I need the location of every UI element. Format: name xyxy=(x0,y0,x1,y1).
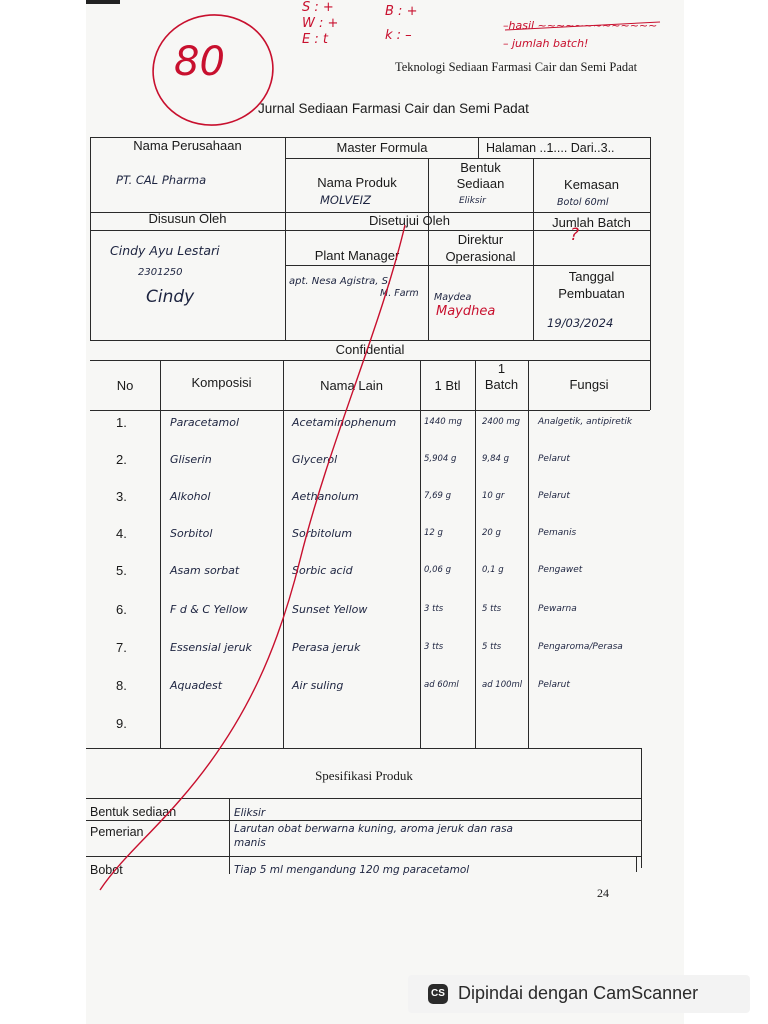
bentuk-label-1: Bentuk xyxy=(460,160,501,175)
spec-title: Spesifikasi Produk xyxy=(315,768,413,783)
composition-no-cell: 2. xyxy=(116,452,127,467)
master-formula-label: Master Formula xyxy=(336,140,428,155)
jumlah-batch-label: Jumlah Batch xyxy=(552,215,631,230)
composition-komposisi-cell: Asam sorbat xyxy=(170,564,240,577)
tanggal-label-2: Pembuatan xyxy=(558,286,625,301)
composition-no-cell: 5. xyxy=(116,563,127,578)
composition-komposisi-cell: Essensial jeruk xyxy=(170,641,252,654)
composition-komposisi-cell: F d & C Yellow xyxy=(170,603,248,616)
composition-fungsi-cell: Pelarut xyxy=(538,491,570,501)
disusun-name: Cindy Ayu Lestari xyxy=(110,243,220,258)
direktur-signature: Maydhea xyxy=(436,304,496,319)
spec-pemerian-value: Larutan obat berwarna kuning, aroma jeruk dan rasa xyxy=(234,823,513,835)
composition-nama-lain-cell: Glycerol xyxy=(292,453,338,466)
composition-fungsi-cell: Pengawet xyxy=(538,565,583,575)
kemasan-value: Botol 60ml xyxy=(557,197,609,208)
nama-produk-label: Nama Produk xyxy=(317,175,397,190)
composition-no-cell: 9. xyxy=(116,716,127,731)
direktur-label-1: Direktur xyxy=(457,232,504,247)
kemasan-label: Kemasan xyxy=(564,177,619,192)
composition-nama-lain-cell: Sunset Yellow xyxy=(292,603,368,616)
composition-no-cell: 6. xyxy=(116,602,127,617)
right-note-1: –hasil ~~~~~~~~~~~~~ xyxy=(503,19,658,32)
composition-fungsi-cell: Pelarut xyxy=(538,680,570,690)
spec-bobot-label: Bobot xyxy=(90,863,123,877)
left-mark-1: S : + xyxy=(302,0,334,15)
col-fungsi-header: Fungsi xyxy=(569,377,609,392)
composition-batch-cell: 5 tts xyxy=(482,604,502,614)
camscanner-text: Dipindai dengan CamScanner xyxy=(458,983,699,1003)
direktur-label-2: Operasional xyxy=(445,249,516,264)
composition-nama-lain-cell: Perasa jeruk xyxy=(292,641,361,654)
disusun-nim: 2301250 xyxy=(138,267,183,278)
nama-perusahaan-value: PT. CAL Pharma xyxy=(116,173,207,187)
composition-fungsi-cell: Pemanis xyxy=(538,528,577,538)
spec-pemerian-label: Pemerian xyxy=(90,825,144,839)
spec-bobot-value: Tiap 5 ml mengandung 120 mg paracetamol xyxy=(234,864,470,876)
composition-batch-cell: 0,1 g xyxy=(482,565,504,575)
composition-komposisi-cell: Gliserin xyxy=(170,453,212,466)
composition-batch-cell: 10 gr xyxy=(482,491,505,501)
composition-komposisi-cell: Aquadest xyxy=(170,679,223,692)
spec-pemerian-value-2: manis xyxy=(234,837,266,849)
direktur-name: Maydea xyxy=(434,292,472,303)
nama-perusahaan-label: Nama Perusahaan xyxy=(133,138,242,153)
composition-btl-cell: 3 tts xyxy=(424,642,444,652)
composition-fungsi-cell: Pengaroma/Perasa xyxy=(538,642,623,652)
composition-batch-cell: 5 tts xyxy=(482,642,502,652)
bentuk-sediaan-value: Eliksir xyxy=(459,196,486,206)
composition-nama-lain-cell: Sorbitolum xyxy=(292,527,353,540)
tanggal-value: 19/03/2024 xyxy=(547,316,614,330)
composition-no-cell: 1. xyxy=(116,415,127,430)
nama-produk-value: MOLVEIZ xyxy=(320,193,371,207)
camscanner-logo-icon: CS xyxy=(428,984,448,1004)
journal-title: Jurnal Sediaan Farmasi Cair dan Semi Padat xyxy=(258,101,529,116)
composition-btl-cell: 1440 mg xyxy=(424,417,463,427)
plant-manager-title: M. Farm xyxy=(380,288,419,299)
mid-mark-2: k : – xyxy=(385,28,412,43)
col-no-header: No xyxy=(116,378,134,393)
composition-nama-lain-cell: Air suling xyxy=(292,679,344,692)
right-note-2: – jumlah batch! xyxy=(503,37,589,50)
page-number: 24 xyxy=(597,886,609,900)
mid-mark-1: B : + xyxy=(385,4,418,19)
composition-btl-cell: 7,69 g xyxy=(424,491,452,501)
composition-btl-cell: 0,06 g xyxy=(424,565,452,575)
composition-btl-cell: 5,904 g xyxy=(424,454,457,464)
composition-no-cell: 8. xyxy=(116,678,127,693)
composition-no-cell: 4. xyxy=(116,526,127,541)
composition-komposisi-cell: Sorbitol xyxy=(170,527,213,540)
col-1btl-header: 1 Btl xyxy=(434,378,461,393)
header-title: Teknologi Sediaan Farmasi Cair dan Semi Padat xyxy=(395,60,638,74)
composition-batch-cell: 9,84 g xyxy=(482,454,510,464)
composition-nama-lain-cell: Aethanolum xyxy=(292,490,359,503)
composition-no-cell: 7. xyxy=(116,640,127,655)
col-nama-lain-header: Nama Lain xyxy=(320,378,383,393)
composition-batch-cell: 20 g xyxy=(482,528,501,538)
correction-stroke xyxy=(100,225,405,890)
col-batch-header-top: 1 xyxy=(497,361,506,376)
composition-btl-cell: 12 g xyxy=(424,528,443,538)
score-number: 80 xyxy=(174,39,225,85)
col-batch-header: Batch xyxy=(484,377,519,392)
left-mark-2: W : + xyxy=(302,16,339,31)
composition-fungsi-cell: Pewarna xyxy=(538,604,577,614)
composition-batch-cell: ad 100ml xyxy=(482,680,523,690)
composition-nama-lain-cell: Acetaminophenum xyxy=(292,416,397,429)
confidential-label: Confidential xyxy=(335,342,405,357)
jumlah-batch-value: ? xyxy=(570,225,580,245)
score-circle xyxy=(146,7,280,133)
tanggal-label-1: Tanggal xyxy=(568,269,615,284)
composition-batch-cell: 2400 mg xyxy=(482,417,521,427)
composition-komposisi-cell: Paracetamol xyxy=(170,416,240,429)
composition-btl-cell: ad 60ml xyxy=(424,680,459,690)
disusun-signature: Cindy xyxy=(146,287,195,307)
composition-fungsi-cell: Analgetik, antipiretik xyxy=(538,417,633,427)
plant-manager-label: Plant Manager xyxy=(314,248,400,263)
col-komposisi-header: Komposisi xyxy=(191,375,252,390)
bentuk-label-2: Sediaan xyxy=(456,176,505,191)
disusun-label: Disusun Oleh xyxy=(148,211,227,226)
left-mark-3: E : t xyxy=(302,32,328,47)
composition-fungsi-cell: Pelarut xyxy=(538,454,570,464)
composition-komposisi-cell: Alkohol xyxy=(170,490,211,503)
spec-bentuk-label: Bentuk sediaan xyxy=(90,805,177,819)
camscanner-badge xyxy=(408,975,750,1013)
composition-nama-lain-cell: Sorbic acid xyxy=(292,564,353,577)
plant-manager-name: apt. Nesa Agistra, S. xyxy=(289,276,392,287)
composition-btl-cell: 3 tts xyxy=(424,604,444,614)
disetujui-label: Disetujui Oleh xyxy=(369,213,450,228)
spec-bentuk-value: Eliksir xyxy=(234,807,266,819)
composition-no-cell: 3. xyxy=(116,489,127,504)
halaman-label: Halaman ..1.... Dari..3.. xyxy=(486,141,615,155)
right-note-underline xyxy=(505,22,660,30)
